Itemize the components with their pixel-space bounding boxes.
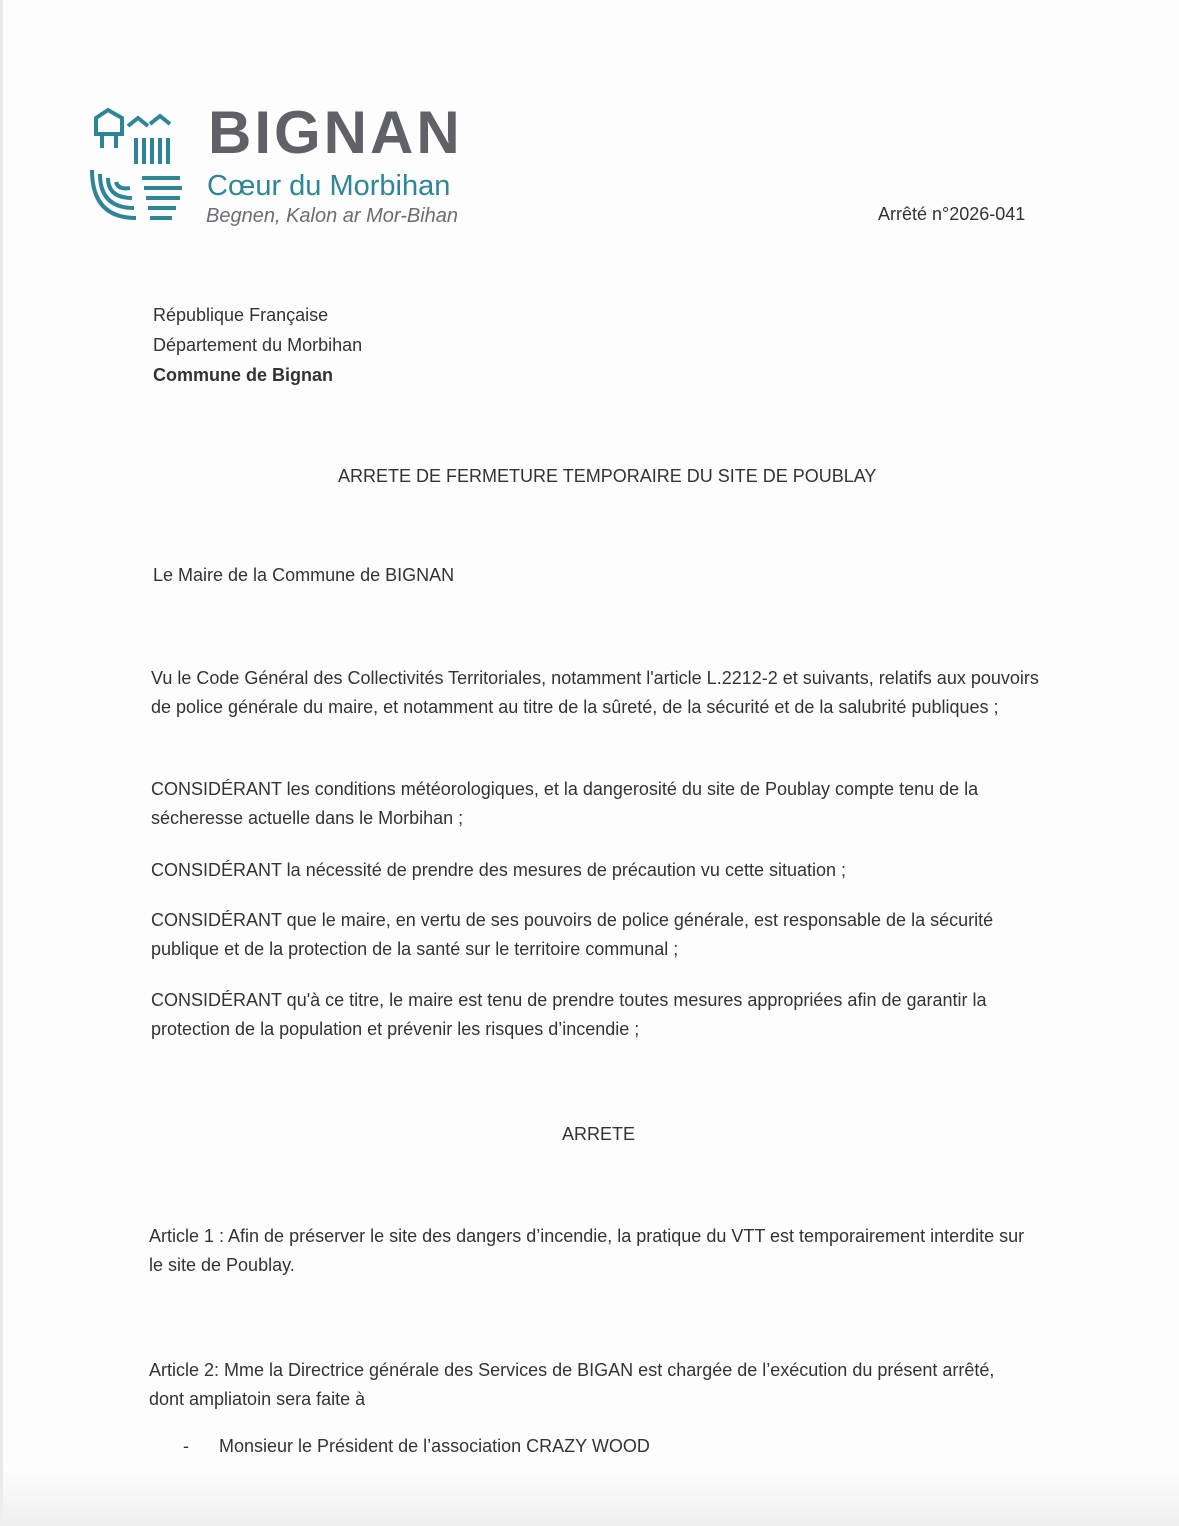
header-department: Département du Morbihan xyxy=(153,335,363,355)
bignan-logo xyxy=(88,99,488,229)
logo-breton-tagline: Begnen, Kalon ar Mor-Bihan xyxy=(206,205,459,227)
arrete-number: Arrêté n°2026-041 xyxy=(878,204,1026,224)
header-commune: Commune de Bignan xyxy=(153,365,334,385)
header-republic: République Française xyxy=(153,305,329,325)
document-title: ARRETE DE FERMETURE TEMPORAIRE DU SITE DE POUBLAY xyxy=(338,466,877,486)
arrete-heading: ARRETE xyxy=(562,1124,636,1144)
considerant-paragraph: CONSIDÉRANT les conditions météorologiques, et la dangerosité du site de Poublay compte tenu de la sécheresse actuelle dans le Morbihan ; xyxy=(151,779,979,828)
considerant-paragraph: CONSIDÉRANT qu'à ce titre, le maire est tenu de prendre toutes mesures appropriées afin de garantir la protection de la population et prévenir les risques d’incendie ; xyxy=(151,990,987,1039)
considerant-paragraph: CONSIDÉRANT la nécessité de prendre des mesures de précaution vu cette situation ; xyxy=(151,860,847,880)
recipient-text: Monsieur le Président de l’association CRAZY WOOD xyxy=(219,1436,650,1456)
article-2: Article 2: Mme la Directrice générale des Services de BIGAN est chargée de l’exécution du présent arrêté, dont ampliatoin sera faite à xyxy=(149,1360,995,1409)
page-edge xyxy=(0,0,3,1526)
logo-subtitle: Cœur du Morbihan xyxy=(207,170,451,202)
list-dash: - xyxy=(183,1436,189,1456)
logo-wordmark: BIGNAN xyxy=(208,99,463,166)
article-1: Article 1 : Afin de préserver le site des dangers d’incendie, la pratique du VTT est temporairement interdite sur le site de Poublay. xyxy=(149,1226,1025,1275)
issuer-header xyxy=(153,300,362,390)
recipient-list-item xyxy=(183,1436,650,1457)
mayor-intro: Le Maire de la Commune de BIGNAN xyxy=(153,565,455,585)
considerant-paragraph: CONSIDÉRANT que le maire, en vertu de ses pouvoirs de police générale, est responsable de la sécurité publique et de la protection de la santé sur le territoire communal ; xyxy=(151,910,994,959)
considerant-paragraph: Vu le Code Général des Collectivités Territoriales, notamment l'article L.2212-2 et suivants, relatifs aux pouvoirs de police générale du maire, et notamment au titre de la sûreté, de la sécurité et de la salubrité publiques ; xyxy=(151,668,1039,717)
bignan-emblem-icon xyxy=(88,108,188,226)
page-bottom-shadow xyxy=(0,1466,1179,1526)
